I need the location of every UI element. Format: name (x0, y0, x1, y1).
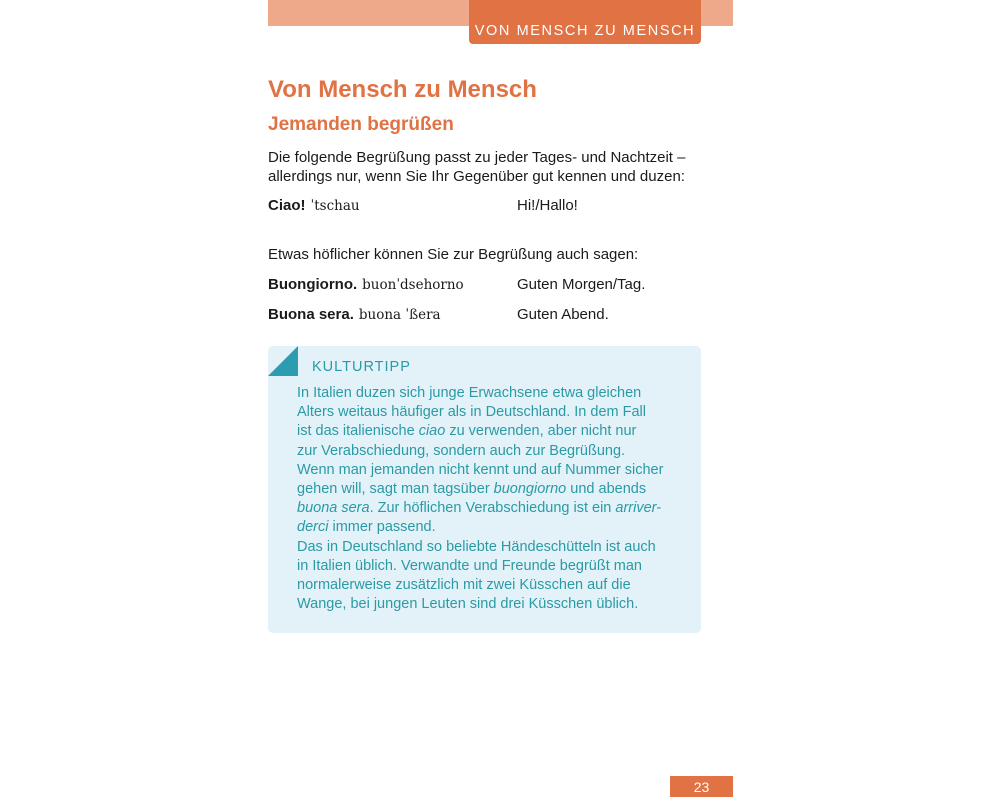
tip-italic-word: buongiorno (493, 481, 567, 498)
phrase-row-ciao (268, 197, 708, 217)
tip-line: zur Verabschiedung, sondern auch zur Begrüßung. (297, 442, 626, 459)
tip-line: Alters weitaus häufiger als in Deutschland. In dem Fall (297, 404, 646, 421)
tip-line: Das in Deutschland so beliebte Händeschütteln ist auch (297, 538, 656, 555)
phrase-pronunciation: buona ˈßera (358, 307, 441, 323)
tip-italic-word: ciao (418, 423, 446, 440)
page-number: 23 (670, 776, 733, 797)
phrase-pronunciation: ˈtschau (310, 198, 360, 214)
phrase-italian-text: Buona sera. (268, 306, 354, 323)
phrase-italian-text: Buongiorno. (268, 276, 358, 293)
tip-line: Wenn man jemanden nicht kennt und auf Nummer sicher (297, 461, 664, 478)
section-subtitle: Jemanden begrüßen (268, 114, 454, 135)
intro-paragraph (268, 148, 685, 186)
tip-line (297, 480, 697, 499)
tip-italic-word: derci (297, 519, 329, 536)
phrase-italian (268, 197, 360, 214)
phrase-row-buona-sera (268, 306, 708, 326)
intro-line: allerdings nur, wenn Sie Ihr Gegenüber gut kennen und duzen: (268, 168, 685, 185)
tip-body (297, 384, 697, 614)
tip-line: In Italien duzen sich junge Erwachsene etwa gleichen (297, 385, 642, 401)
tip-text-segment: gehen will, sagt man tagsüber (297, 481, 494, 498)
tip-text-segment: und abends (566, 481, 647, 498)
tip-line: in Italien üblich. Verwandte und Freunde begrüßt man (297, 557, 642, 574)
polite-intro: Etwas höflicher können Sie zur Begrüßung auch sagen: (268, 246, 639, 263)
intro-line: Die folgende Begrüßung passt zu jeder Tages- und Nachtzeit – (268, 149, 686, 166)
tip-title: KULTURTIPP (312, 359, 411, 375)
page-title: Von Mensch zu Mensch (268, 76, 537, 103)
phrase-german: Hi!/Hallo! (517, 197, 578, 214)
phrase-pronunciation: buonˈdsehorno (362, 277, 464, 293)
tip-line (297, 518, 697, 537)
phrase-german: Guten Abend. (517, 306, 609, 323)
tip-text-segment: . Zur höflichen Verabschiedung ist ein (369, 500, 616, 517)
tip-italic-word: buona sera (297, 500, 370, 517)
phrase-german: Guten Morgen/Tag. (517, 276, 646, 293)
tip-line: normalerweise zusätzlich mit zwei Küsschen auf die (297, 577, 631, 594)
tip-line (297, 499, 697, 518)
tip-line: Wange, bei jungen Leuten sind drei Küsschen üblich. (297, 596, 639, 613)
phrase-italian (268, 276, 464, 293)
tip-text-segment: immer passend. (328, 519, 436, 536)
phrase-italian (268, 306, 441, 323)
tip-text-segment: ist das italienische (297, 423, 419, 440)
tip-line (297, 422, 697, 441)
tip-italic-word: arriver- (615, 500, 662, 517)
phrase-italian-text: Ciao! (268, 197, 306, 214)
tip-text-segment: zu verwenden, aber nicht nur (445, 423, 637, 440)
section-tab: VON MENSCH ZU MENSCH (469, 0, 701, 44)
phrase-row-buongiorno (268, 276, 708, 296)
tip-corner-triangle-icon (268, 346, 298, 376)
